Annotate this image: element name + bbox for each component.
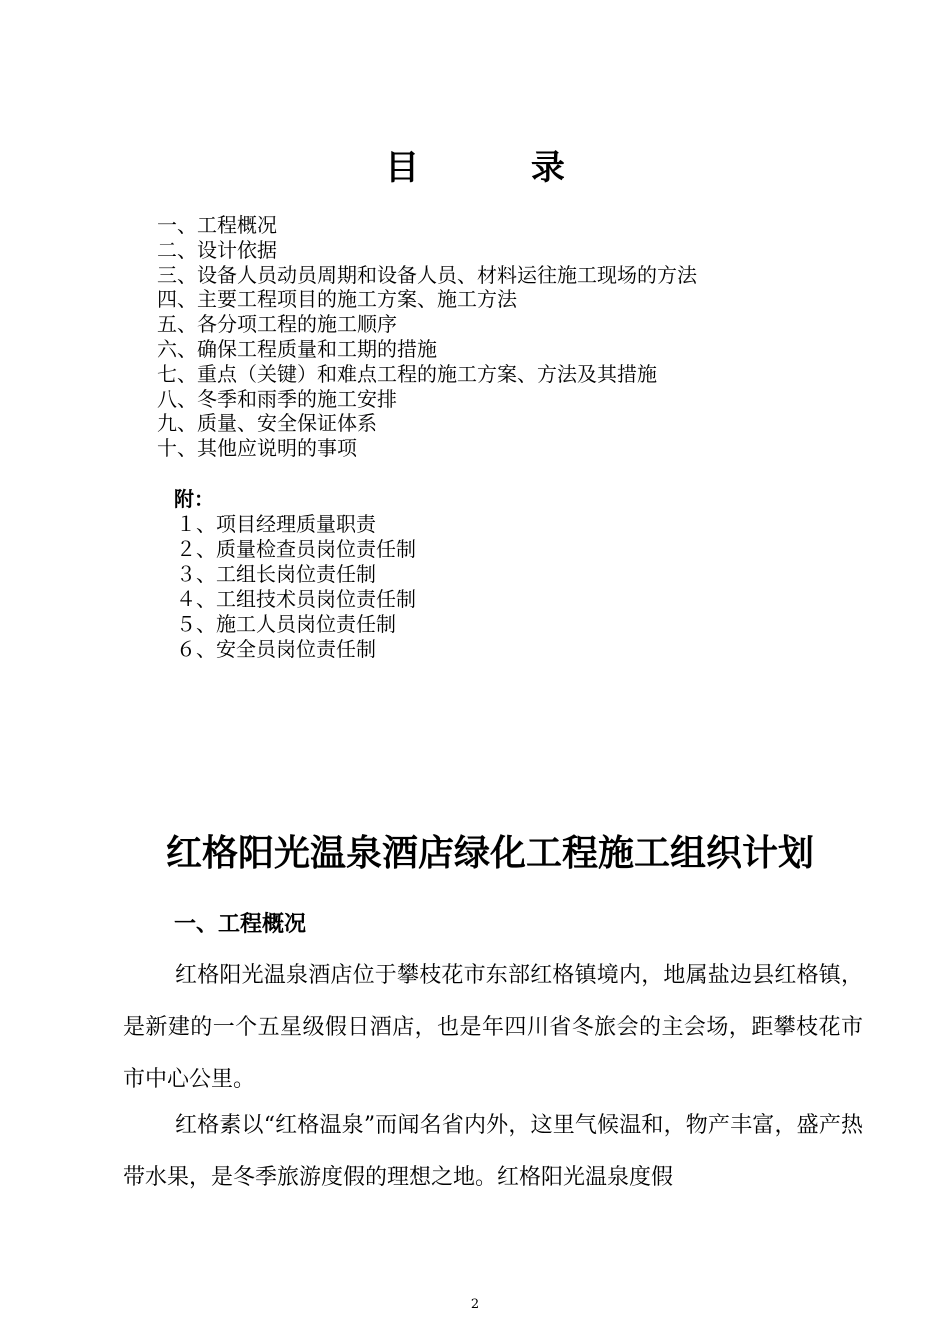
body-paragraph: 红格素以“红格温泉”而闻名省内外，这里气候温和，物产丰富，盛产热带水果，是冬季旅游度假的理想之地。红格阳光温泉度假 bbox=[123, 1113, 863, 1190]
page-number: 2 bbox=[470, 1297, 480, 1312]
toc-item: 十、其他应说明的事项 bbox=[157, 436, 357, 461]
appendix-list bbox=[176, 512, 416, 662]
toc-list bbox=[157, 213, 697, 461]
toc-item: 一、工程概况 bbox=[157, 213, 277, 237]
toc-item: 九、质量、安全保证体系 bbox=[157, 411, 377, 436]
toc-item: 三、设备人员动员周期和设备人员、材料运往施工现场的方法 bbox=[157, 262, 697, 287]
appendix-item: ５、施工人员岗位责任制 bbox=[176, 612, 396, 636]
toc-title: 目 录 bbox=[385, 148, 615, 188]
body-paragraph: 红格阳光温泉酒店位于攀枝花市东部红格镇境内，地属盐边县红格镇，是新建的一个五星级假日酒店，也是年四川省冬旅会的主会场，距攀枝花市市中心公里。 bbox=[123, 963, 863, 1092]
section-heading: 一、工程概况 bbox=[174, 911, 307, 937]
appendix-item: ３、工组长岗位责任制 bbox=[176, 562, 376, 586]
toc-item: 六、确保工程质量和工期的措施 bbox=[157, 336, 437, 361]
toc-item: 五、各分项工程的施工顺序 bbox=[157, 312, 397, 337]
appendix-item: ４、工组技术员岗位责任制 bbox=[176, 587, 416, 611]
toc-item: 七、重点（关键）和难点工程的施工方案、方法及其措施 bbox=[157, 361, 657, 386]
appendix-heading: 附： bbox=[174, 487, 214, 511]
appendix-item: １、项目经理质量职责 bbox=[176, 512, 376, 536]
appendix-item: ６、安全员岗位责任制 bbox=[176, 637, 376, 661]
document-title: 红格阳光温泉酒店绿化工程施工组织计划 bbox=[165, 832, 814, 874]
toc-item: 二、设计依据 bbox=[157, 237, 277, 262]
toc-item: 八、冬季和雨季的施工安排 bbox=[157, 386, 397, 411]
appendix-item: ２、质量检查员岗位责任制 bbox=[176, 537, 416, 561]
toc-item: 四、主要工程项目的施工方案、施工方法 bbox=[157, 287, 517, 312]
